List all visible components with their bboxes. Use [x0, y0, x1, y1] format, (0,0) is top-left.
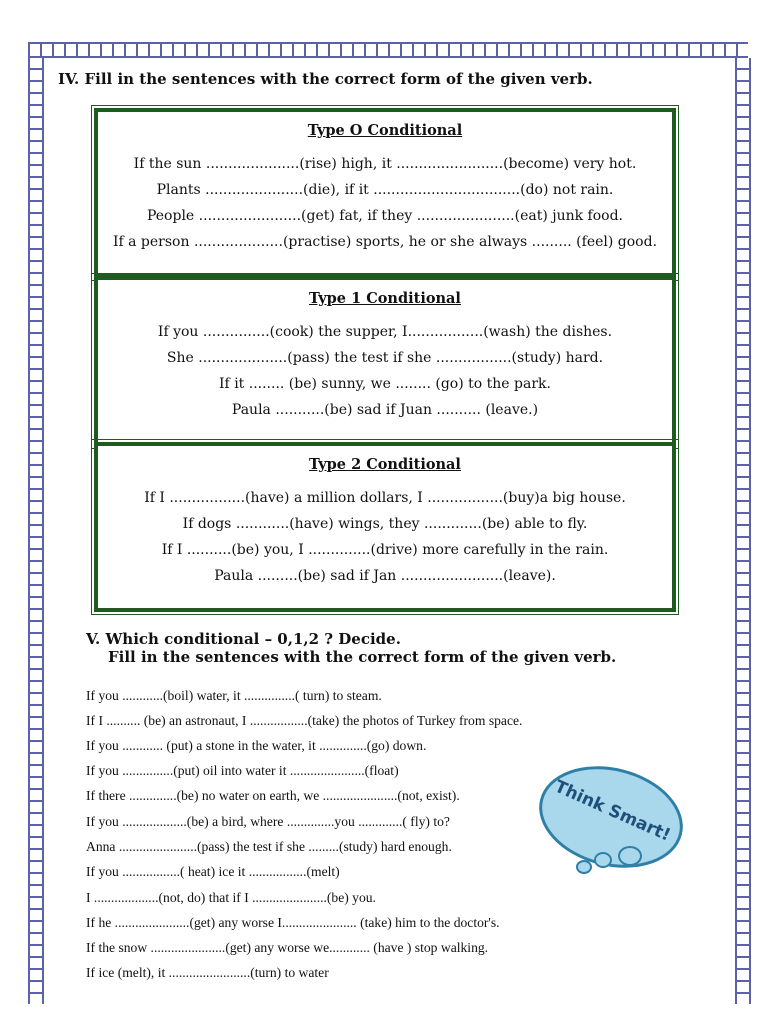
exercise-line: If you .................( heat) ice it .................(melt): [86, 864, 340, 879]
box-title: Type 1 Conditional: [309, 290, 461, 307]
exercise-line: If dogs ............(have) wings, they .............(be) able to fly.: [182, 516, 588, 532]
exercise-line: If you ............ (put) a stone in the water, it ..............(go) down.: [86, 738, 427, 753]
exercise-line: If I ..........(be) you, I ..............(drive) more carefully in the rain.: [161, 542, 609, 558]
exercise-line: If there ..............(be) no water on earth, we ......................(not, exist).: [86, 788, 460, 803]
exercise-line: If ice (melt), it ........................(turn) to water: [86, 965, 329, 980]
decorative-border-top: [28, 42, 748, 58]
type1-conditional-box: [94, 276, 676, 446]
type0-conditional-box: [94, 108, 676, 278]
bubble-text: Think Smart!: [551, 776, 674, 846]
decorative-border-left: [28, 58, 44, 1004]
exercise-line: Plants ......................(die), if it .................................(do) not rain.: [156, 182, 614, 198]
section4-title: IV. Fill in the sentences with the correct form of the given verb.: [58, 70, 593, 88]
box-title: Type 2 Conditional: [309, 456, 461, 473]
section5-subtitle: Fill in the sentences with the correct form of the given verb.: [108, 648, 617, 666]
exercise-line: If it ........ (be) sunny, we ........ (go) to the park.: [219, 376, 551, 392]
thought-dot: [594, 852, 612, 868]
exercise-line: If you ...............(put) oil into water it ......................(float): [86, 763, 399, 778]
exercise-line: She ....................(pass) the test if she .................(study) hard.: [166, 350, 604, 366]
exercise-line: If the sun .....................(rise) high, it ........................(become) very hot.: [133, 156, 637, 172]
exercise-line: If he ......................(get) any worse I...................... (take) him to the doctor's.: [86, 915, 500, 930]
exercise-line: People .......................(get) fat, if they ......................(eat) junk food.: [146, 208, 624, 224]
exercise-line: Paula ...........(be) sad if Juan .......... (leave.): [231, 402, 539, 418]
type2-conditional-box: [94, 442, 676, 612]
exercise-line: If you ...............(cook) the supper, I.................(wash) the dishes.: [157, 324, 613, 340]
thought-dot: [576, 860, 592, 874]
exercise-line: If the snow ......................(get) any worse we............ (have ) stop walking.: [86, 940, 489, 955]
box-title: Type O Conditional: [307, 122, 463, 139]
exercise-line: Paula .........(be) sad if Jan .......................(leave).: [214, 568, 556, 584]
exercise-line: I ...................(not, do) that if I ......................(be) you.: [86, 890, 376, 905]
exercise-line: Anna .......................(pass) the test if she .........(study) hard enough.: [86, 839, 452, 854]
thought-dot: [618, 846, 642, 866]
exercise-line: If I .......... (be) an astronaut, I .................(take) the photos of Turkey from space.: [86, 713, 523, 728]
exercise-line: If you ...................(be) a bird, where ..............you .............( fly) to?: [86, 814, 450, 829]
decorative-border-right: [735, 58, 751, 1004]
exercise-line: If I .................(have) a million dollars, I .................(buy)a big house.: [144, 490, 626, 506]
section5-title: V. Which conditional – 0,1,2 ? Decide.: [86, 630, 401, 648]
exercise-line: If you ............(boil) water, it ...............( turn) to steam.: [86, 688, 382, 703]
exercise-line: If a person ....................(practise) sports, he or she always ......... (feel) good.: [112, 234, 658, 250]
